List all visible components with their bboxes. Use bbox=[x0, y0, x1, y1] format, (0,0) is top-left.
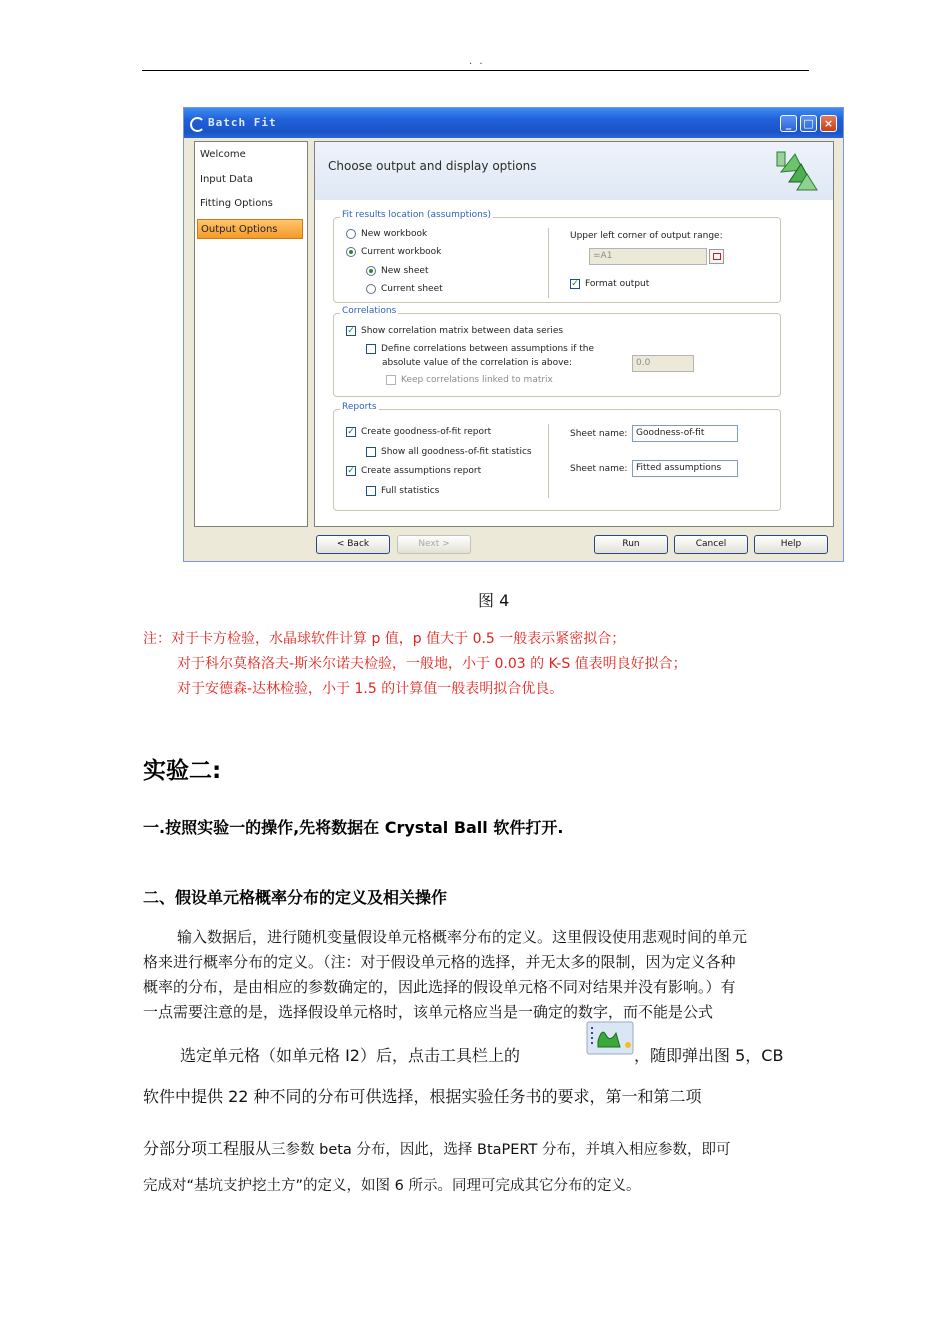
page-title: Choose output and display options bbox=[328, 159, 537, 173]
create-gof-report-checkbox[interactable]: ✓ Create goodness-of-fit report bbox=[347, 427, 492, 437]
correlations-group bbox=[333, 306, 781, 397]
create-assumptions-report-checkbox[interactable]: ✓ Create assumptions report bbox=[347, 466, 482, 476]
checkbox-icon bbox=[366, 486, 376, 496]
wizard-page bbox=[314, 141, 834, 527]
gof-sheet-name-field[interactable]: Goodness-of-fit bbox=[632, 425, 738, 442]
current-workbook-radio[interactable]: Current workbook bbox=[346, 247, 441, 257]
crystal-ball-logo-icon bbox=[190, 117, 205, 132]
output-range-field[interactable]: =A1 bbox=[589, 248, 707, 265]
batch-fit-window bbox=[183, 107, 844, 562]
paragraph-1-line-2: 格来进行概率分布的定义。（注：对于假设单元格的选择，并无太多的限制，因为定义各种 bbox=[143, 953, 736, 971]
keep-correlations-linked-checkbox[interactable]: Keep correlations linked to matrix bbox=[386, 375, 553, 385]
checkbox-disabled-icon bbox=[386, 375, 396, 385]
paragraph-1-line-1: 输入数据后，进行随机变量假设单元格概率分布的定义。这里假设使用悲观时间的单元 bbox=[177, 928, 748, 946]
note-line-1: 注：对于卡方检验，水晶球软件计算 p 值，p 值大于 0.5 一般表示紧密拟合； bbox=[143, 631, 626, 647]
new-sheet-radio[interactable]: New sheet bbox=[366, 266, 429, 276]
step-1-heading: 一.按照实验一的操作,先将数据在 Crystal Ball 软件打开. bbox=[143, 818, 564, 837]
header-dots: . . bbox=[469, 56, 485, 67]
sheet-name-label-1: Sheet name: bbox=[570, 429, 628, 439]
paragraph-2-line-1b: ，随即弹出图 5，CB bbox=[634, 1046, 784, 1065]
show-correlation-matrix-checkbox[interactable]: ✓ Show correlation matrix between data series bbox=[347, 326, 564, 336]
figure-caption: 图 4 bbox=[478, 591, 510, 610]
maximize-button[interactable]: □ bbox=[800, 115, 817, 132]
define-correlations-label-line2: absolute value of the correlation is above: bbox=[382, 358, 572, 368]
sheet-name-label-2: Sheet name: bbox=[570, 464, 628, 474]
close-button[interactable]: × bbox=[820, 115, 837, 132]
wizard-nav bbox=[194, 141, 308, 527]
paragraph-2-line-3 bbox=[143, 1136, 730, 1159]
checkbox-checked-icon: ✓ bbox=[347, 326, 355, 336]
format-output-checkbox[interactable]: ✓ Format output bbox=[571, 279, 650, 289]
paragraph-1-line-3: 概率的分布，是由相应的参数确定的，因此选择的假设单元格不同对结果并没有影响。）有 bbox=[143, 978, 736, 996]
checkbox-checked-icon: ✓ bbox=[347, 427, 355, 437]
minimize-button[interactable]: _ bbox=[780, 115, 797, 132]
nav-item-input-data[interactable]: Input Data bbox=[200, 174, 253, 185]
header-rule bbox=[142, 70, 809, 71]
new-workbook-radio[interactable]: New workbook bbox=[346, 229, 427, 239]
paragraph-2-line-1a: 选定单元格（如单元格 I2）后，点击工具栏上的 bbox=[180, 1046, 520, 1065]
note-line-2: 对于科尔莫格洛夫-斯米尔诺夫检验，一般地，小于 0.03 的 K-S 值表明良好拟合； bbox=[177, 656, 687, 672]
checkbox-icon bbox=[366, 447, 376, 457]
note-line-3: 对于安德森-达林检验，小于 1.5 的计算值一般表明拟合优良。 bbox=[177, 681, 564, 697]
paragraph-2-line-3a: 分部分项工程服从 bbox=[143, 1139, 272, 1158]
nav-item-fitting-options[interactable]: Fitting Options bbox=[200, 198, 273, 209]
next-button[interactable]: Next > bbox=[397, 535, 471, 554]
assumptions-sheet-name-field[interactable]: Fitted assumptions bbox=[632, 460, 738, 477]
checkbox-icon bbox=[366, 344, 376, 354]
nav-item-output-options[interactable]: Output Options bbox=[197, 219, 303, 239]
checkbox-checked-icon: ✓ bbox=[347, 466, 355, 476]
run-button[interactable]: Run bbox=[594, 535, 668, 554]
nav-item-welcome[interactable]: Welcome bbox=[200, 149, 246, 160]
checkbox-checked-icon: ✓ bbox=[571, 279, 579, 289]
back-button[interactable]: < Back bbox=[316, 535, 390, 554]
separator bbox=[548, 228, 549, 298]
distribution-shapes-icon bbox=[773, 148, 819, 194]
help-button[interactable]: Help bbox=[754, 535, 828, 554]
radio-selected-icon bbox=[366, 266, 376, 276]
define-correlations-checkbox[interactable]: Define correlations between assumptions if the bbox=[366, 344, 594, 354]
paragraph-2-line-2: 软件中提供 22 种不同的分布可供选择，根据实验任务书的要求，第一和第二项 bbox=[143, 1087, 702, 1106]
reports-legend: Reports bbox=[342, 402, 377, 412]
fit-location-legend: Fit results location (assumptions) bbox=[342, 210, 492, 220]
radio-selected-icon bbox=[346, 247, 356, 257]
page-header bbox=[315, 142, 833, 200]
show-all-gof-checkbox[interactable]: Show all goodness-of-fit statistics bbox=[366, 447, 532, 457]
paragraph-1-line-4: 一点需要注意的是，选择假设单元格时，该单元格应当是一确定的数字，而不能是公式 bbox=[143, 1003, 714, 1021]
paragraph-2-line-4: 完成对“基坑支护挖土方”的定义，如图 6 所示。同理可完成其它分布的定义。 bbox=[143, 1178, 641, 1194]
correlations-legend: Correlations bbox=[342, 306, 397, 316]
paragraph-2-line-3b: 三参数 beta 分布，因此，选择 BtaPERT 分布，并填入相应参数，即可 bbox=[271, 1142, 731, 1158]
current-sheet-radio[interactable]: Current sheet bbox=[366, 284, 443, 294]
define-assumption-toolbar-icon bbox=[586, 1021, 634, 1055]
upper-left-label: Upper left corner of output range: bbox=[570, 231, 723, 241]
step-2-heading: 二、假设单元格概率分布的定义及相关操作 bbox=[143, 888, 448, 907]
window-title: Batch Fit bbox=[208, 116, 277, 129]
fit-location-group bbox=[333, 210, 781, 303]
range-select-icon[interactable] bbox=[709, 249, 724, 264]
cancel-button[interactable]: Cancel bbox=[674, 535, 748, 554]
reports-group bbox=[333, 402, 781, 511]
separator bbox=[548, 424, 549, 498]
section-heading: 实验二: bbox=[143, 758, 222, 784]
full-statistics-checkbox[interactable]: Full statistics bbox=[366, 486, 439, 496]
radio-icon bbox=[366, 284, 376, 294]
title-bar bbox=[184, 108, 843, 138]
correlation-threshold-field[interactable]: 0.0 bbox=[632, 355, 694, 372]
radio-icon bbox=[346, 229, 356, 239]
